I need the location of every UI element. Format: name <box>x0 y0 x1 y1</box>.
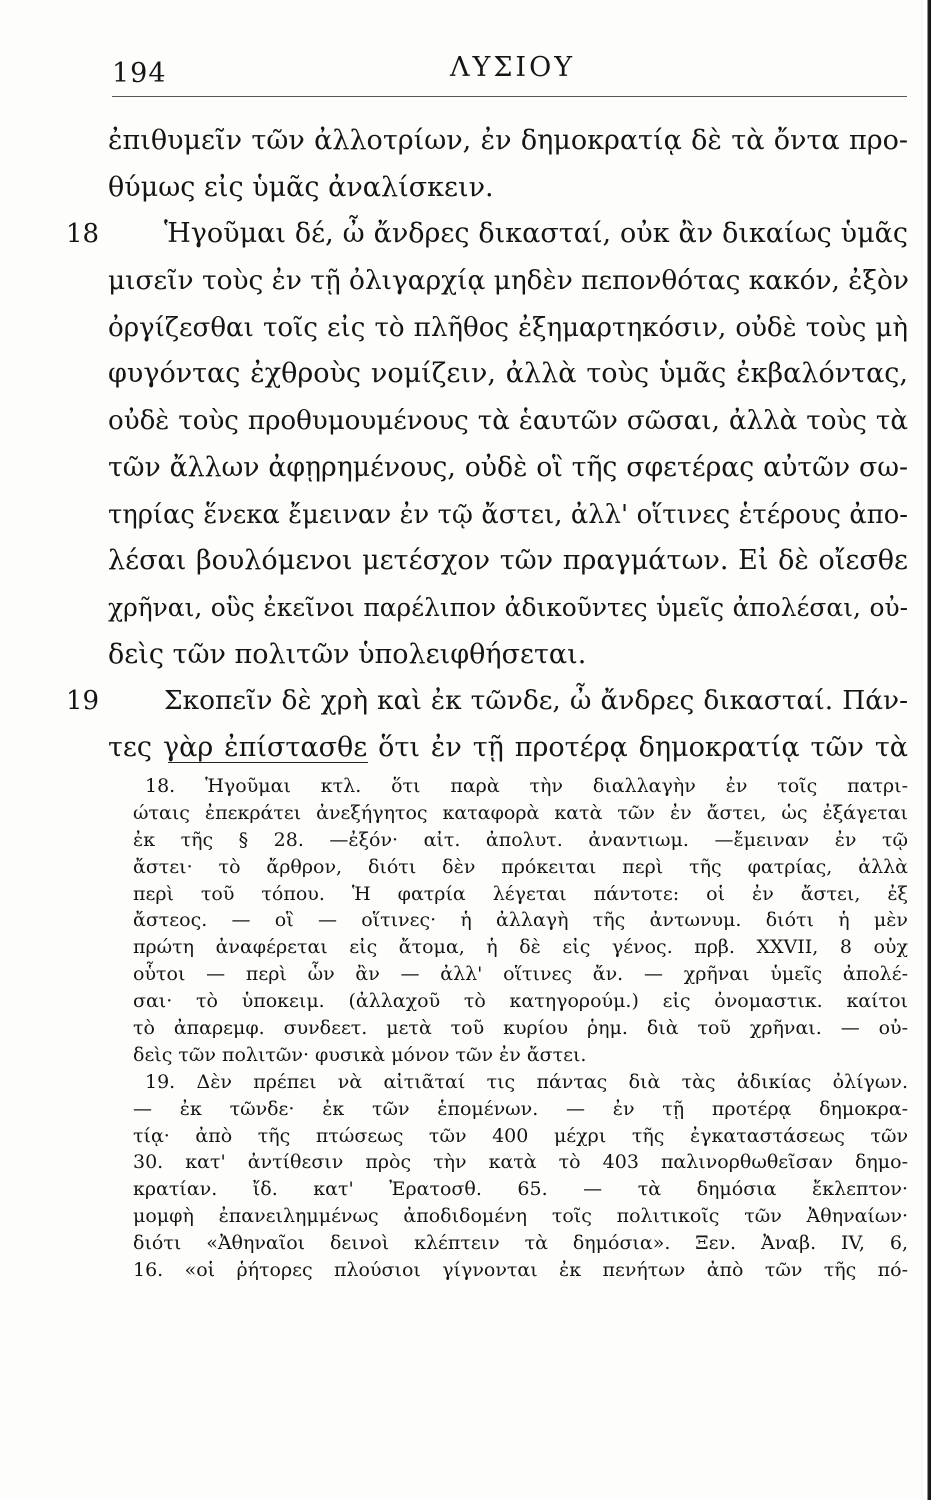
note-line: περὶ τοῦ τόπου. Ἡ φατρία λέγεται πάντοτε: οἱ ἐν ἄστει, ἐξ <box>133 882 908 905</box>
text-line <box>66 678 908 725</box>
note-line: 30. κατ' ἀντίθεσιν πρὸς τὴν κατὰ τὸ 403 παλινορθωθεῖσαν δημο- <box>133 1151 908 1174</box>
text-line: τηρίας ἕνεκα ἔμειναν ἐν τῷ ἄστει, ἀλλ' οἵτινες ἑτέρους ἀπο- <box>108 499 908 530</box>
text-line-content: Σκοπεῖν δὲ χρὴ καὶ ἐκ τῶνδε, ὦ ἄνδρες δικασταί. Πάν- <box>164 685 908 717</box>
running-head: ΛΥΣΙΟΥ <box>450 52 576 83</box>
note-line: ἄστει· τὸ ἄρθρον, διότι δὲν πρόκειται περὶ τῆς φατρίας, ἀλλὰ <box>133 855 908 878</box>
note-line: 19. Δὲν πρέπει νὰ αἰτιᾶταί τις πάντας διὰ τὰς ἀδικίας ὀλίγων. <box>145 1070 908 1093</box>
note-line: τίᾳ· ἀπὸ τῆς πτώσεως τῶν 400 μέχρι τῆς ἐγκαταστάσεως τῶν <box>133 1124 908 1147</box>
note-line: διότι «Ἀθηναῖοι δεινοὶ κλέπτειν τὰ δημόσια». Ξεν. Ἀναβ. IV, 6, <box>133 1232 908 1255</box>
text-line: οὐδὲ τοὺς προθυμουμένους τὰ ἑαυτῶν σῶσαι, ἀλλὰ τοὺς τὰ <box>108 406 908 437</box>
note-line: 18. Ἡγοῦμαι κτλ. ὅτι παρὰ τὴν διαλλαγὴν ἐν τοῖς πατρι- <box>145 775 908 797</box>
header-rule <box>112 96 907 97</box>
text-line: χρῆναι, οὓς ἐκεῖνοι παρέλιπον ἀδικοῦντες ὑμεῖς ἀπολέσαι, οὐ- <box>108 592 908 622</box>
text-line-content: Ἡγοῦμαι δέ, ὦ ἄνδρες δικασταί, οὐκ ἂν δικαίως ὑμᾶς <box>164 218 908 250</box>
note-line: οὗτοι — περὶ ὧν ἂν — ἀλλ' οἵτινες ἄν. — χρῆναι ὑμεῖς ἀπολέ- <box>133 963 908 986</box>
note-line: δεὶς τῶν πολιτῶν· φυσικὰ μόνον τῶν ἐν ἄστει. <box>133 1043 587 1066</box>
note-line: κρατίαν. ἴδ. κατ' Ἐρατοσθ. 65. — τὰ δημόσια ἔκλεπτον· <box>133 1178 908 1201</box>
note-line: — ἐκ τῶνδε· ἐκ τῶν ἑπομένων. — ἐν τῇ προτέρᾳ δημοκρα- <box>133 1097 908 1120</box>
page-header <box>108 52 908 92</box>
note-line: ἐκ τῆς § 28. —ἐξόν· αἰτ. ἀπολυτ. ἀναντιωμ. —ἔμειναν ἐν τῷ <box>133 828 908 851</box>
note-line: τὸ ἀπαρεμφ. συνδεετ. μετὰ τοῦ κυρίου ῥημ. διὰ τοῦ χρῆναι. — οὐ- <box>133 1017 908 1040</box>
commentary-notes <box>133 773 908 1284</box>
section-number: 19 <box>66 686 100 717</box>
page-edge-shadow <box>921 0 931 1500</box>
page-number: 194 <box>112 58 167 89</box>
note-line: ώταις ἐπεκράτει ἀνεξήγητος καταφορὰ κατὰ τῶν ἐν ἄστει, ὡς ἐξάγεται <box>133 801 908 824</box>
note-line: μομφὴ ἐπανειλημμένως ἀποδιδομένη τοῖς πολιτικοῖς τῶν Ἀθηναίων· <box>133 1205 908 1228</box>
note-line: πρώτη ἀναφέρεται εἰς ἄτομα, ἡ δὲ εἰς γένος. πρβ. XXVII, 8 οὐχ <box>133 936 908 959</box>
text-line: δεὶς τῶν πολιτῶν ὑπολειφθήσεται. <box>108 638 587 670</box>
section-number: 18 <box>66 219 100 250</box>
note-line: ἄστεος. — οἳ — οἵτινες· ἡ ἀλλαγὴ τῆς ἀντωνυμ. διότι ἡ μὲν <box>133 909 908 932</box>
note-line: σαι· τὸ ὑποκειμ. (ἀλλαχοῦ τὸ κατηγορούμ.) εἰς ὀνομαστικ. καίτοι <box>133 990 908 1013</box>
text-line: τῶν ἄλλων ἀφῃρημένους, οὐδὲ οἳ τῆς σφετέρας αὐτῶν σω- <box>108 451 908 483</box>
text-line: τες γὰρ ἐπίστασθε ὅτι ἐν τῇ προτέρᾳ δημοκρατίᾳ τῶν τὰ <box>108 731 908 763</box>
main-text <box>66 118 909 772</box>
text-line: θύμως εἰς ὑμᾶς ἀναλίσκειν. <box>108 171 494 203</box>
footnote-rule <box>168 762 368 763</box>
text-line: ὀργίζεσθαι τοῖς εἰς τὸ πλῆθος ἐξημαρτηκόσιν, οὐδὲ τοὺς μὴ <box>108 312 908 343</box>
text-line: ἐπιθυμεῖν τῶν ἀλλοτρίων, ἐν δημοκρατίᾳ δὲ τὰ ὄντα προ- <box>108 125 908 156</box>
text-line <box>66 211 908 258</box>
text-line: λέσαι βουλόμενοι μετέσχον τῶν πραγμάτων. Εἰ δὲ οἴεσθε <box>108 545 908 577</box>
note-line: 16. «οἱ ῥήτορες πλούσιοι γίγνονται ἐκ πενήτων ἀπὸ τῶν τῆς πό- <box>133 1259 908 1282</box>
text-line: φυγόντας ἐχθροὺς νομίζειν, ἀλλὰ τοὺς ὑμᾶς ἐκβαλόντας, <box>108 358 908 390</box>
text-line: μισεῖν τοὺς ἐν τῇ ὀλιγαρχίᾳ μηδὲν πεπονθότας κακόν, ἐξὸν <box>108 265 909 297</box>
